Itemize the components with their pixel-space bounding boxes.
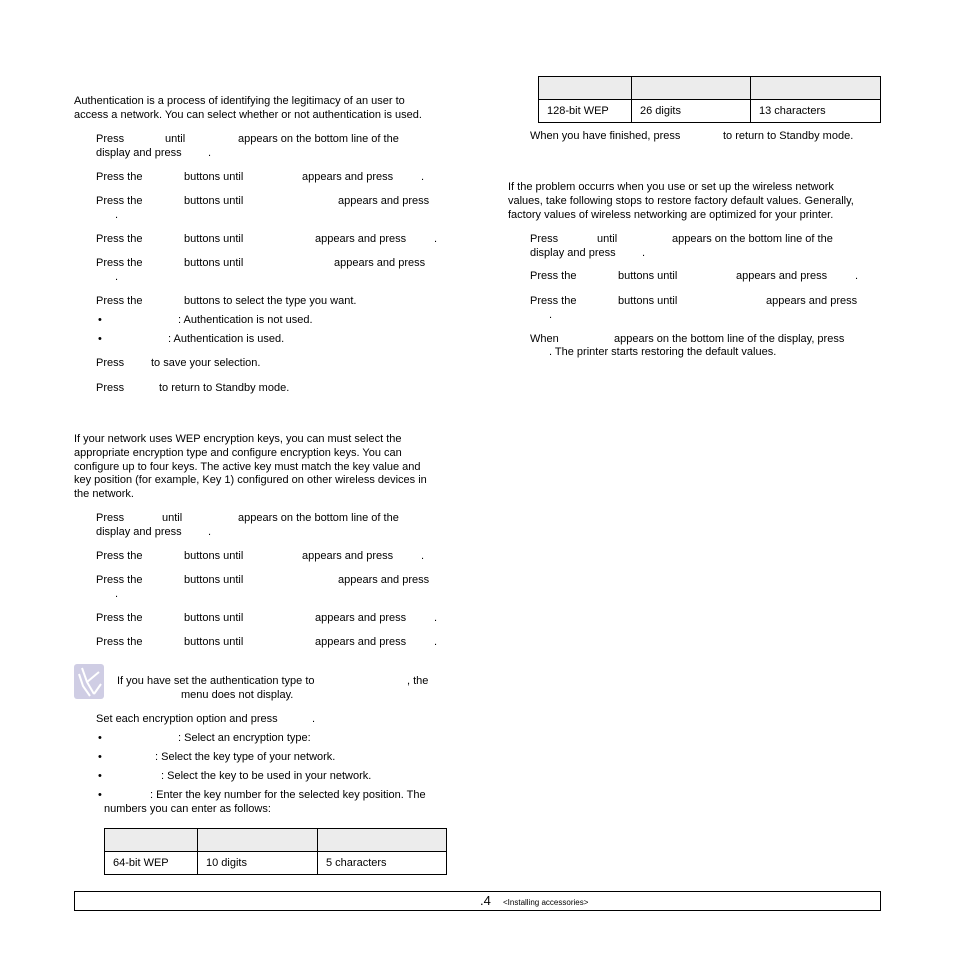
bullet: • bbox=[98, 770, 102, 782]
step-text: appears and press bbox=[766, 295, 858, 307]
step-text: display and press bbox=[96, 147, 182, 159]
step-text: . bbox=[312, 713, 316, 725]
step-text: Press bbox=[96, 512, 125, 524]
step-text: appears on the bottom line of the display, press bbox=[614, 333, 845, 345]
step-text: . bbox=[549, 309, 553, 321]
note-icon bbox=[74, 664, 104, 699]
step-text: . bbox=[115, 209, 119, 221]
step-text: until bbox=[165, 133, 186, 145]
bullet-text: : Select the key to be used in your network. bbox=[161, 770, 372, 782]
step-text: Press the bbox=[96, 550, 143, 562]
key-length-table bbox=[104, 828, 447, 875]
step-text: . The printer starts restoring the default values. bbox=[549, 346, 777, 358]
step-text: appears and press bbox=[315, 636, 407, 648]
step-text: Press bbox=[530, 233, 559, 245]
step-text: Press the bbox=[96, 257, 143, 269]
step-text: Press the bbox=[96, 636, 143, 648]
bullet-text: : Authentication is not used. bbox=[178, 314, 313, 326]
step-text: . bbox=[115, 588, 119, 600]
step-text: . bbox=[208, 147, 212, 159]
table-row bbox=[539, 100, 881, 123]
step-text: to return to Standby mode. bbox=[723, 130, 854, 142]
step-text: appears and press bbox=[736, 270, 828, 282]
bullet-text: : Select an encryption type: bbox=[178, 732, 311, 744]
step-text: . bbox=[642, 247, 646, 259]
note-text: , the bbox=[407, 675, 429, 687]
step-text: appears and press bbox=[334, 257, 426, 269]
step-text: Set each encryption option and press bbox=[96, 713, 278, 725]
paragraph-line: the network. bbox=[74, 488, 134, 500]
step-text: . bbox=[208, 526, 212, 538]
paragraph-line: configure up to four keys. The active key must match the key value and bbox=[74, 461, 421, 473]
step-text: appears and press bbox=[315, 612, 407, 624]
table-cell: 26 digits bbox=[632, 100, 751, 123]
paragraph-line: access a network. You can select whether or not authentication is used. bbox=[74, 109, 422, 121]
paragraph-line: factory values of wireless networking are optimized for your printer. bbox=[508, 209, 834, 221]
table-cell: 5 characters bbox=[318, 852, 447, 875]
paragraph-line: values, take following stops to restore factory default values. Generally, bbox=[508, 195, 854, 207]
step-text: to save your selection. bbox=[151, 357, 261, 369]
chapter-title: <Installing accessories> bbox=[503, 898, 589, 907]
table-cell: 64-bit WEP bbox=[105, 852, 198, 875]
step-text: buttons until bbox=[184, 612, 244, 624]
table-cell: 10 digits bbox=[198, 852, 318, 875]
step-text: buttons to select the type you want. bbox=[184, 295, 357, 307]
bullet-text: : Enter the key number for the selected key position. The bbox=[150, 789, 426, 801]
step-text: appears and press bbox=[302, 171, 394, 183]
step-text: buttons until bbox=[184, 574, 244, 586]
step-text: . bbox=[434, 612, 438, 624]
step-text: until bbox=[597, 233, 618, 245]
step-text: to return to Standby mode. bbox=[159, 382, 290, 394]
bullet: • bbox=[98, 314, 102, 326]
key-length-table-continued bbox=[538, 76, 881, 123]
bullet: • bbox=[98, 333, 102, 345]
step-text: Press the bbox=[96, 171, 143, 183]
step-text: Press bbox=[96, 133, 125, 145]
step-text: Press the bbox=[96, 612, 143, 624]
step-text: Press bbox=[96, 357, 125, 369]
step-text: buttons until bbox=[184, 550, 244, 562]
bullet: • bbox=[98, 751, 102, 763]
note-text: If you have set the authentication type to bbox=[117, 675, 315, 687]
step-text: buttons until bbox=[184, 233, 244, 245]
paragraph-line: Authentication is a process of identifying the legitimacy of an user to bbox=[74, 95, 405, 107]
step-text: buttons until bbox=[184, 636, 244, 648]
step-text: . bbox=[115, 271, 119, 283]
note-text: menu does not display. bbox=[181, 689, 294, 701]
step-text: buttons until bbox=[184, 257, 244, 269]
step-text: buttons until bbox=[184, 171, 244, 183]
step-text: When you have finished, press bbox=[530, 130, 681, 142]
table-cell: 13 characters bbox=[751, 100, 881, 123]
step-text: Press the bbox=[96, 195, 143, 207]
bullet: • bbox=[98, 789, 102, 801]
bullet: • bbox=[98, 732, 102, 744]
step-text: appears and press bbox=[315, 233, 407, 245]
step-text: display and press bbox=[530, 247, 616, 259]
table-cell: 128-bit WEP bbox=[539, 100, 632, 123]
step-text: Press the bbox=[96, 233, 143, 245]
step-text: display and press bbox=[96, 526, 182, 538]
step-text: appears and press bbox=[338, 574, 430, 586]
step-text: until bbox=[162, 512, 183, 524]
paragraph-line: If the problem occurrs when you use or set up the wireless network bbox=[508, 181, 834, 193]
step-text: Press bbox=[96, 382, 125, 394]
paragraph-line: key position (for example, Key 1) configured on other wireless devices in bbox=[74, 474, 427, 486]
table-header-row bbox=[539, 77, 881, 100]
bullet-text: : Authentication is used. bbox=[168, 333, 285, 345]
step-text: buttons until bbox=[618, 295, 678, 307]
step-text: buttons until bbox=[184, 195, 244, 207]
page-footer bbox=[74, 891, 881, 911]
table-row bbox=[105, 852, 447, 875]
step-text: buttons until bbox=[618, 270, 678, 282]
step-text: . bbox=[421, 171, 425, 183]
step-text: . bbox=[434, 636, 438, 648]
step-text: appears and press bbox=[338, 195, 430, 207]
paragraph-line: appropriate encryption type and configure encryption keys. You can bbox=[74, 447, 402, 459]
step-text: When bbox=[530, 333, 559, 345]
step-text: . bbox=[855, 270, 859, 282]
step-text: appears on the bottom line of the bbox=[238, 133, 399, 145]
step-text: . bbox=[434, 233, 438, 245]
step-text: appears and press bbox=[302, 550, 394, 562]
table-header-row bbox=[105, 829, 447, 852]
step-text: Press the bbox=[530, 295, 577, 307]
bullet-text: : Select the key type of your network. bbox=[155, 751, 336, 763]
paragraph-line: If your network uses WEP encryption keys, you can must select the bbox=[74, 433, 402, 445]
step-text: . bbox=[421, 550, 425, 562]
step-text: Press the bbox=[96, 295, 143, 307]
step-text: Press the bbox=[530, 270, 577, 282]
bullet-text: numbers you can enter as follows: bbox=[104, 803, 271, 815]
step-text: Press the bbox=[96, 574, 143, 586]
step-text: appears on the bottom line of the bbox=[238, 512, 399, 524]
page-number: .4 bbox=[480, 893, 491, 908]
step-text: appears on the bottom line of the bbox=[672, 233, 833, 245]
